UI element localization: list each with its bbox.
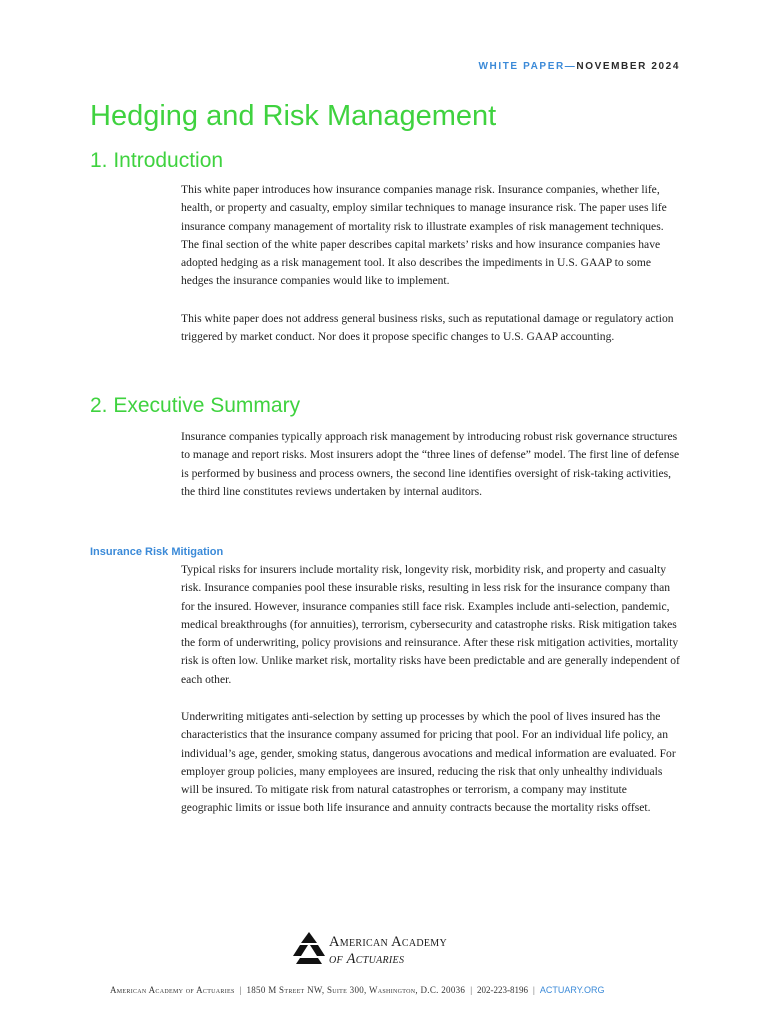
footer-separator: |	[533, 985, 535, 995]
logo-text-line-1: American Academy	[329, 934, 448, 950]
publication-date: NOVEMBER 2024	[576, 61, 680, 72]
footer-website-link[interactable]: ACTUARY.ORG	[539, 985, 605, 995]
footer-organization: American Academy of Actuaries	[110, 985, 235, 995]
page-title: Hedging and Risk Management	[90, 100, 497, 132]
logo-text-line-2: of Actuaries	[329, 951, 405, 967]
footer-separator: |	[239, 985, 242, 995]
section-heading-executive-summary: 2. Executive Summary	[90, 394, 301, 417]
section-heading-introduction: 1. Introduction	[90, 149, 224, 172]
mitigation-paragraph-1: Typical risks for insurers include mortality risk, longevity risk, morbidity risk, and property and casualty risk. Insurance companies pool these insurable risks, resulting in less risk for the insurance company than for the insured. However, insurance companies still face risk. Examples include anti-selection, pandemic, medical breakthroughs (for annuities), terrorism, cybersecurity and catastrophe risks. Risk mitigation takes the form of underwriting, policy provisions and reinsurance. After these risk mitigation activities, mortality risk is often low. Unlike market risk, mortality risks have been predictable and are generally independent of each other.	[181, 563, 680, 686]
footer-address: 1850 M Street NW, Suite 300, Washington, D.C. 20036	[246, 985, 466, 995]
executive-summary-paragraph: Insurance companies typically approach risk management by introducing robust risk governance structures to manage and report risks. Most insurers adopt the “three lines of defense” model. The first line of defense is performed by business and process owners, the second line identifies oversight of risk-taking activities, the third line constitutes reviews undertaken by internal auditors.	[181, 430, 680, 498]
document-type: WHITE PAPER—	[478, 61, 577, 72]
intro-paragraph-1: This white paper introduces how insurance companies manage risk. Insurance companies, whether life, health, or property and casualty, employ similar techniques to manage insurance risk. The paper uses life insurance company management of mortality risk to illustrate examples of risk management techniques. The final section of the white paper describes capital markets’ risks and how insurance companies have adopted hedging as a risk management tool. It also describes the impediments in U.S. GAAP to some hedges the insurance companies would like to implement.	[181, 183, 667, 288]
footer-phone: 202-223-8196	[477, 985, 529, 995]
mitigation-paragraph-2: Underwriting mitigates anti-selection by setting up processes by which the pool of lives insured has the characteristics that the insurance company assumed for pricing that pool. For an individual life policy, an individual’s age, gender, smoking status, dangerous avocations and medical information are evaluated. For employer group policies, many employees are insured, reducing the risk that only unhealthy individuals will be insured. To mitigate risk from natural catastrophes or terrorism, a company may institute geographic limits or issue both life insurance and annuity contracts because the mortality risks offset.	[181, 710, 676, 815]
document-type-date	[478, 61, 680, 72]
subheading-insurance-risk-mitigation: Insurance Risk Mitigation	[90, 546, 224, 558]
academy-logo	[292, 931, 482, 971]
intro-paragraph-2: This white paper does not address general business risks, such as reputational damage or regulatory action triggered by market conduct. Nor does it propose specific changes to U.S. GAAP accounting.	[181, 312, 674, 344]
footer-separator: |	[470, 985, 473, 995]
pyramid-logo-icon	[292, 931, 326, 965]
page-footer	[110, 985, 670, 995]
